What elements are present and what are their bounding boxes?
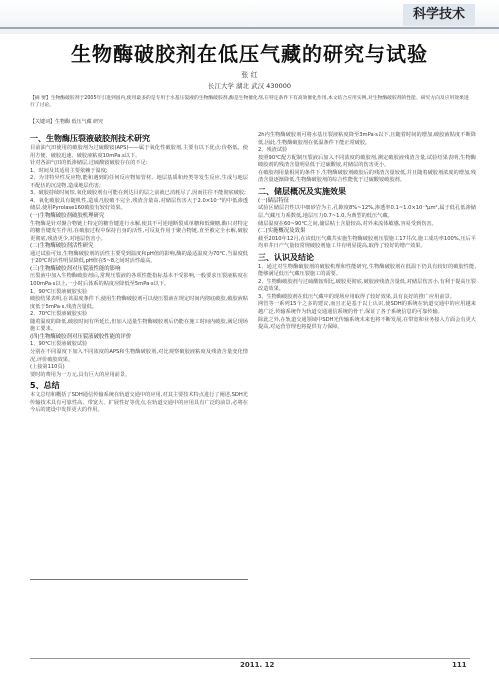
paragraph: 试验区储层岩性以中细砂岩为主,孔隙度8%~12%,渗透率0.1~1.0×10⁻³μm²,属于低孔低渗储层,气藏压力系数低,地层压力0.7~1.0,为典型的低压气藏。 bbox=[258, 205, 476, 219]
paragraph: 通过试验可知,生物酶破胶剂的活性主要受到温度和pH值的影响,酶的最适温度为70℃,当温度低于20℃时活性明显降低,pH值在5~8之间时活性最高。 bbox=[30, 250, 248, 265]
paragraph: 4、氧化破胶具有随机性,造成凡胶破不完全,残渣含量高,对储层伤害大于2.0×10⁻³的中低渗透储层,使用Pyrolase160破胶有较好效果。 bbox=[30, 197, 248, 212]
column-separator bbox=[30, 579, 248, 580]
paragraph: 生物酶是针对聚合物链上特定的糖苷键进行水解,使其不可逆地断裂成单糖和低聚糖,酶只对特定的糖苷键发生作用,在破胶过程中保持自身的活性,可反复作用于聚合物链,直至被完全水解,破胶更彻底,残渣更少,对地层伤害小。 bbox=[30, 220, 248, 242]
paragraph: 1、90℃压裂液破胶实验 bbox=[30, 288, 88, 295]
paragraph: 2h内生物酶破胶剂可将水基压裂液粘度降至3mPa·s以下,且随着时间的增加,破胶液粘度不断降低,因此,生物酶破胶剂在低温条件下能正常破胶。 bbox=[258, 132, 476, 146]
paragraph: 破胶结果表明,在该温度条件下,使用生物酶破胶剂可以使压裂液在规定时间内彻底破胶,破胶液粘度低于5mPa·s,残渣含量低。 bbox=[30, 296, 248, 310]
footer-rule bbox=[30, 658, 470, 659]
paragraph: 在破胶剂用量相同的条件下,生物酶破胶剂破胶后的残渣含量较低,并且随着破胶剂浓度的增加,残渣含量逐渐降低,生物酶破胶剂的综合性能优于过硫酸铵破胶剂。 bbox=[258, 169, 476, 184]
paragraph: 1、通过对生物酶破胶剂的破胶机理和性能研究,生物酶破胶剂在低温下仍具有较好的破胶性能,能够满足低压气藏压裂施工的需要。 bbox=[258, 263, 476, 278]
paper-title: 生物酶破胶剂在低压气藏的研究与试验 bbox=[71, 42, 428, 66]
section-heading: 三、认识及结论 bbox=[258, 252, 314, 262]
section-heading: 一、生物酶压裂液破胶剂技术研究 bbox=[30, 134, 150, 143]
paragraph: 3、破胶持续时间短,氧化破胶剂有可能在到达目的层之前就已消耗尽了,因而往往不能彻底破胶; bbox=[30, 190, 246, 197]
abstract: 【摘 要】生物酶破胶剂于2005年引进到国内,使用最多的是专用于水基压裂液的生物酶破胶剂,酶是生物催化剂,在特定条件下有高效催化作用,本文结合应用实例,对生物酶破胶剂的性能、研究方向及应用效果进行了讨论。 bbox=[30, 96, 469, 109]
paragraph: (上接第110页) bbox=[30, 364, 65, 371]
subsection-heading: (三)生物酶破胶剂对压裂液性能的影响 bbox=[30, 265, 121, 272]
page-number: 111 bbox=[452, 661, 467, 669]
paragraph: 2、70℃压裂液破胶实验 bbox=[30, 311, 88, 318]
header-rule bbox=[0, 27, 499, 29]
paragraph: 储层温度在60~90℃之间,储层粘土含量较高,对外来流体敏感,容易受到伤害。 bbox=[258, 220, 437, 227]
paragraph: 按照90℃配方配制压裂液后加入不同浓度的破胶剂,测定破胶液残渣含量,试验结果表明,生物酶破胶剂的残渣含量明显低于过硫酸铵,对储层的伤害更小。 bbox=[258, 154, 476, 169]
paragraph: 1、90℃压裂液破胶试验 bbox=[30, 341, 88, 348]
issue-date: 2011. 12 bbox=[240, 661, 275, 669]
section-tab: 科学技术 bbox=[403, 4, 475, 26]
paragraph: 压裂液中加入生物酶破胶剂后,常规压裂液的各项性能指标基本不受影响,一般要求压裂液粘度在100mPa·s以上,一小时后体系的粘度应降低至5mPa·s以下。 bbox=[30, 273, 248, 287]
subsection-heading: (一)生物酶破胶剂破胶机理研究 bbox=[30, 212, 105, 219]
left-column bbox=[30, 132, 248, 415]
paragraph: 本文总结和概括了SDH通信传输系统在轨道交通中的应用,对其主要技术特点进行了阐述,SDH光传输技术具有可靠性高、带宽大、扩展性好等优点,在轨道交通中的应用具有广泛的前景,必将在今后的建设中发挥更大的作用。 bbox=[30, 392, 248, 414]
right-column bbox=[258, 132, 476, 332]
subsection-heading: (二)实施概况及效果 bbox=[258, 228, 306, 235]
section-heading: 二、储层概况及实施效果 bbox=[258, 186, 346, 196]
author: 张 红 bbox=[241, 71, 258, 79]
paragraph: 目前油气田使用的破胶剂为过硫酸铵(APS)——属于氧化性破胶剂,主要有以下优点:价格低、使用方便、破胶迅速、破胶液粘度10mPa.s以下。 bbox=[30, 145, 248, 159]
paragraph: 3、生物酶破胶剂在低压气藏中的现场应用取得了较好效果,具有良好的推广应用前景。 bbox=[258, 293, 455, 300]
paragraph: 1、时间及其适用主要依赖于温度; bbox=[30, 167, 108, 174]
paragraph: 要时的费用为一万元,具有巨大的应用前景。 bbox=[30, 371, 131, 378]
paragraph: 除此之外,在轨道交通领域中SDH光传输系统未来也将不断发展,在带宽和业务接入方面会有更大提高,对运营管理也将提供有力保障。 bbox=[258, 316, 476, 331]
keywords: 【关键词】生物酶 低压气藏 研究 bbox=[30, 119, 104, 125]
subsection-heading: (一)储层特征 bbox=[258, 197, 290, 204]
paragraph: 2、为非特异性反应物,能和遇到的任何反应物如管材、地层基质和烃类等发生反应,生成与地层不配伍的沉淀物,造成地层伤害; bbox=[30, 175, 248, 189]
subsection-heading: (二)生物酶破胶剂活性研究 bbox=[30, 243, 94, 250]
paragraph: 分别在不同温度下加入不同浓度的APS和生物酶破胶剂,对比观察破胶液粘度及残渣含量变化情况,评价破胶效果。 bbox=[30, 348, 248, 363]
paragraph: 随着温度的降低,破胶时间有所延长,但加入适量生物酶破胶剂后仍能在施工时间内破胶,满足现场施工要求。 bbox=[30, 318, 248, 333]
paragraph: 截至2010年12月,在该低压气藏共实施生物酶破胶剂压裂施工17井次,施工成功率100%,压后平均单井日产气量较常规破胶剂施工井有明显提高,取得了较好的增产效果。 bbox=[258, 235, 476, 250]
subsection-heading: (四)生物酶破胶剂对压裂液破胶性能的评价 bbox=[30, 333, 132, 340]
affiliation: 长江大学 湖北 武汉 430000 bbox=[207, 82, 291, 90]
section-heading: 5、总结 bbox=[30, 381, 60, 391]
paragraph: 2、残渣试验 bbox=[258, 147, 288, 154]
paragraph: 2、生物酶破胶剂与过硫酸铵相比,破胶更彻底,破胶液残渣含量低,对储层伤害小,有利于提高压裂改造效果。 bbox=[258, 278, 476, 293]
paragraph: 网管等一系列15个之多的建议,而且正是基于以上认识,使SDH的系统在轨道交通中的应用越来越广泛,传输系统作为轨道交通通信系统的骨干,保证了各子系统信息的可靠传输。 bbox=[258, 301, 476, 316]
paragraph: 针对各油气田的低渗储层,过硫酸铵破胶存在的不足: bbox=[30, 160, 148, 167]
